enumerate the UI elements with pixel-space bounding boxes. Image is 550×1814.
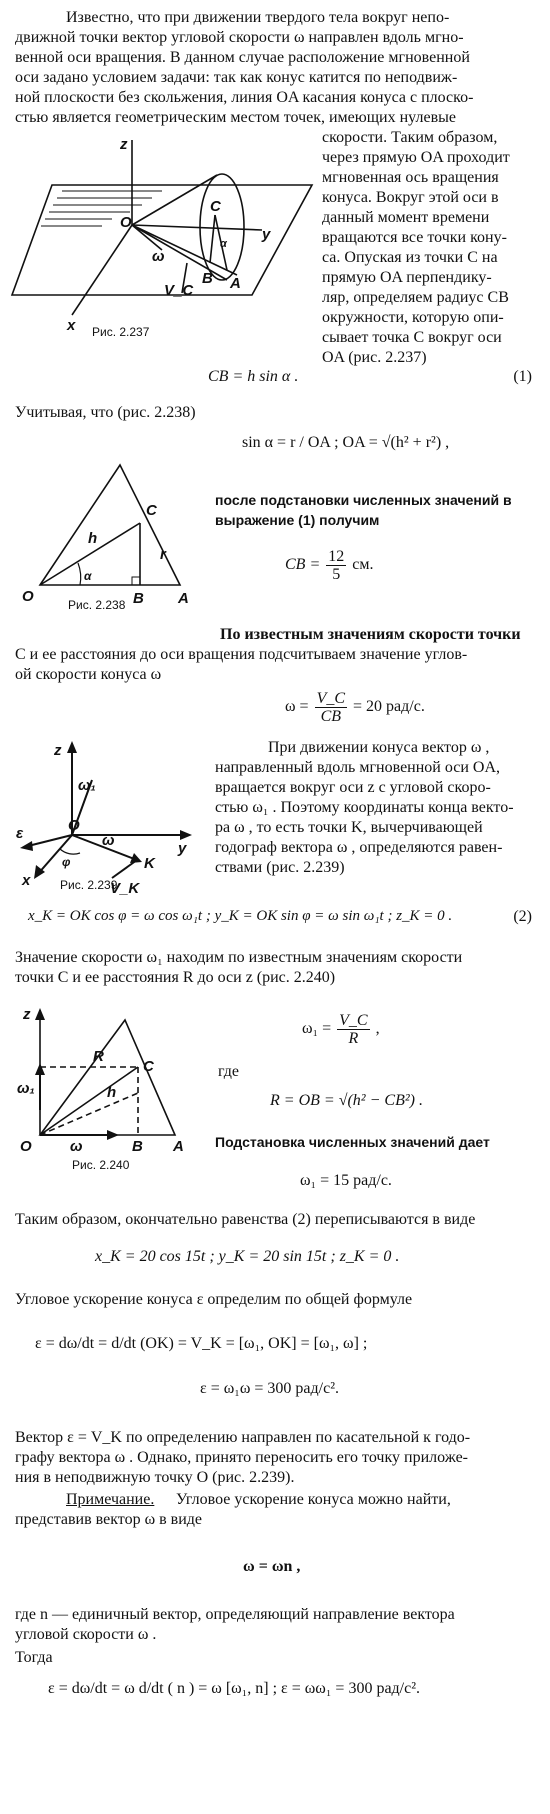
p1r-4: данный момент времени — [322, 209, 490, 226]
where-word: где — [218, 1063, 240, 1080]
p4-0: При движении конуса вектор ω , — [268, 739, 490, 756]
p10-0: Угловое ускорение конуса можно найти, — [176, 1491, 451, 1508]
fig239-label-omega1: ω₁ — [78, 777, 96, 794]
fig240-label-B: B — [132, 1138, 143, 1155]
p9-2: ния в неподвижную точку O (рис. 2.239). — [15, 1469, 295, 1486]
figure-2-239 — [12, 735, 202, 897]
eq-cb-den: 5 — [332, 566, 341, 583]
p3-1: C и ее расстояния до оси вращения подсчитываем значение углов- — [15, 646, 468, 663]
p4-5: годограф вектора ω , определяются равен- — [215, 839, 503, 856]
eq-omega-num: V_C — [316, 690, 346, 707]
p7: Таким образом, окончательно равенства (2) переписываются в виде — [15, 1211, 476, 1228]
p4-1: направленный вдоль мгновенной оси OA, — [215, 759, 501, 776]
p1-line-1: движной точки вектор угловой скорости ω направлен вдоль мгно- — [15, 29, 464, 46]
fig240-label-omega1: ω₁ — [17, 1080, 35, 1097]
fig238-label-r: r — [160, 546, 166, 563]
p1r-9: окружности, которую опи- — [322, 309, 504, 326]
fig237-label-Vc: V_C — [164, 282, 194, 299]
eq-cb-unit: см. — [352, 556, 374, 574]
p2-lead: Учитывая, что (рис. 2.238) — [15, 404, 196, 421]
p2-after-1: выражение (1) получим — [215, 512, 380, 528]
fig237-label-A: A — [230, 275, 241, 292]
eq-omega1-den: R — [348, 1030, 359, 1047]
p1r-2: мгновенная ось вращения — [322, 169, 499, 186]
fig239-caption: Рис. 2.239 — [60, 878, 118, 892]
p10-1: представив вектор ω в виде — [15, 1511, 203, 1528]
p4-4: ра ω , то есть точки K, вычерчивающей — [215, 819, 483, 836]
eq-eps-value: ε = ω₁ω = 300 рад/с². — [200, 1380, 339, 1397]
p11-0: где n — единичный вектор, определяющий направление вектора — [15, 1606, 455, 1623]
eq-omega — [285, 690, 425, 725]
p11-1: угловой скорости ω . — [15, 1626, 157, 1643]
fig237-label-z: z — [120, 136, 128, 153]
eq1-formula: CB = h sin α . — [208, 368, 299, 385]
eq-eps: ε = dω/dt = d/dt (OK) = V_K = [ω₁, OK] = [ω₁, ω] ; — [35, 1335, 368, 1352]
eq-omega1-lhs: ω₁ = — [302, 1020, 332, 1038]
fig237-label-x: x — [67, 317, 76, 334]
fig237-label-alpha: α — [220, 238, 227, 250]
fig238-label-B: B — [133, 590, 144, 607]
fig237-label-B: B — [202, 270, 213, 287]
p1-line-0: Известно, что при движении твердого тела вокруг непо- — [66, 9, 450, 26]
fig238-label-A: A — [178, 590, 189, 607]
fig238-caption: Рис. 2.238 — [68, 598, 126, 612]
p1r-6: са. Опуская из точки C на — [322, 249, 498, 266]
fig239-label-VK: V_K — [110, 880, 140, 897]
p4-2: вращается вокруг оси z с угловой скоро- — [215, 779, 491, 796]
p1r-5: вращаются все точки кону- — [322, 229, 507, 246]
fig240-label-R: R — [93, 1048, 104, 1065]
fig239-label-z: z — [54, 742, 62, 759]
eq2-formula: x_K = OK cos φ = ω cos ω₁t ; y_K = OK sin φ = ω sin ω₁t ; z_K = 0 . — [28, 908, 453, 924]
eq-cb-num: 12 — [328, 548, 345, 565]
p1-line-3: оси задано условием задачи: так как конус катится по неподвиж- — [15, 69, 458, 86]
p3-2: ой скорости конуса ω — [15, 666, 162, 683]
p8: Угловое ускорение конуса ε определим по общей формуле — [15, 1291, 413, 1308]
fig239-label-x: x — [22, 872, 31, 889]
p1r-10: сывает точка C вокруг оси — [322, 329, 502, 346]
fig239-label-omega: ω — [102, 832, 115, 849]
fig240-label-h: h — [107, 1084, 117, 1101]
fig237-label-C: C — [210, 198, 221, 215]
p1r-7: прямую OA перпендику- — [322, 269, 492, 286]
eq1-number: (1) — [513, 368, 532, 385]
p1-line-4: ной плоскости без скольжения, линия OA касания конуса с плоско- — [15, 89, 474, 106]
fig239-label-y: y — [178, 840, 187, 857]
p1r-11: OA (рис. 2.237) — [322, 349, 427, 366]
figure-2-238 — [20, 455, 200, 605]
p1-line-2: венной оси вращения. В данном случае расположение мгновенной — [15, 49, 470, 66]
eq-omega-rhs: = 20 рад/с. — [353, 698, 425, 716]
fig239-label-eps: ε — [16, 825, 24, 842]
eq-cb-lhs: CB = — [285, 556, 321, 574]
p6: Подстановка численных значений дает — [215, 1134, 490, 1150]
figure-2-240 — [15, 1005, 205, 1155]
eq-omega1-value: ω₁ = 15 рад/с. — [300, 1172, 392, 1189]
eq-omega1 — [302, 1012, 380, 1047]
p1-line-5: стью является геометрическим местом точек, имеющих нулевые — [15, 109, 456, 126]
p3-0: По известным значениям скорости точки — [220, 626, 521, 643]
note-label: Примечание. — [66, 1491, 155, 1508]
fig238-label-alpha: α — [84, 569, 92, 583]
p9-0: Вектор ε = V_K по определению направлен по касательной к годо- — [15, 1429, 471, 1446]
p5-1: точки C и ее расстояния R до оси z (рис. 2.240) — [15, 969, 336, 986]
then-word: Тогда — [15, 1649, 53, 1666]
fig240-label-O: O — [20, 1138, 32, 1155]
fig240-caption: Рис. 2.240 — [72, 1158, 130, 1172]
p1r-0: скорости. Таким образом, — [322, 129, 498, 146]
p5-0: Значение скорости ω₁ находим по известным значениям скорости — [15, 949, 463, 966]
fig238-label-h: h — [88, 530, 98, 547]
fig239-label-O: O — [68, 817, 80, 834]
fig240-label-z: z — [23, 1006, 31, 1023]
fig240-label-omega: ω — [70, 1138, 83, 1155]
fig239-label-K: K — [144, 855, 155, 872]
p2-after-0: после подстановки численных значений в — [215, 492, 512, 508]
eq-sin-alpha: sin α = r / OA ; OA = √(h² + r²) , — [242, 434, 450, 451]
p1r-1: через прямую OA проходит — [322, 149, 510, 166]
eq-final: x_K = 20 cos 15t ; y_K = 20 sin 15t ; z_K = 0 . — [95, 1248, 400, 1265]
fig240-label-A: A — [173, 1138, 184, 1155]
fig237-label-omega: ω — [152, 248, 165, 265]
fig238-label-C: C — [146, 502, 157, 519]
p9-1: графу вектора ω . Однако, принято переносить его точку приложе- — [15, 1449, 468, 1466]
p4-3: стью ω₁ . Поэтому координаты конца векто- — [215, 799, 514, 816]
eq2-number: (2) — [513, 908, 532, 925]
p4-6: ствами (рис. 2.239) — [215, 859, 345, 876]
fig238-label-O: O — [22, 588, 34, 605]
p1r-3: конуса. Вокруг этой оси в — [322, 189, 499, 206]
eq-omega1-tail: , — [375, 1020, 380, 1038]
eq-n: ω = ωn , — [243, 1558, 301, 1575]
fig237-caption: Рис. 2.237 — [92, 325, 150, 339]
fig239-label-phi: φ — [62, 855, 71, 869]
eq-omega1-num: V_C — [339, 1012, 368, 1029]
eq-omega-den: CB — [320, 708, 342, 725]
figure-2-237 — [12, 136, 312, 335]
fig237-label-O: O — [120, 214, 132, 231]
eq-omega-lhs: ω = — [285, 698, 309, 716]
eq-last: ε = dω/dt = ω d/dt ( n ) = ω [ω₁, n] ; ε = ωω₁ = 300 рад/с². — [48, 1680, 421, 1697]
p1r-8: ляр, определяем радиус CB — [322, 289, 509, 306]
fig237-label-y: y — [262, 226, 271, 243]
eq-R: R = OB = √(h² − CB²) . — [270, 1092, 423, 1109]
eq-cb-value — [285, 548, 373, 583]
fig240-label-C: C — [143, 1058, 154, 1075]
